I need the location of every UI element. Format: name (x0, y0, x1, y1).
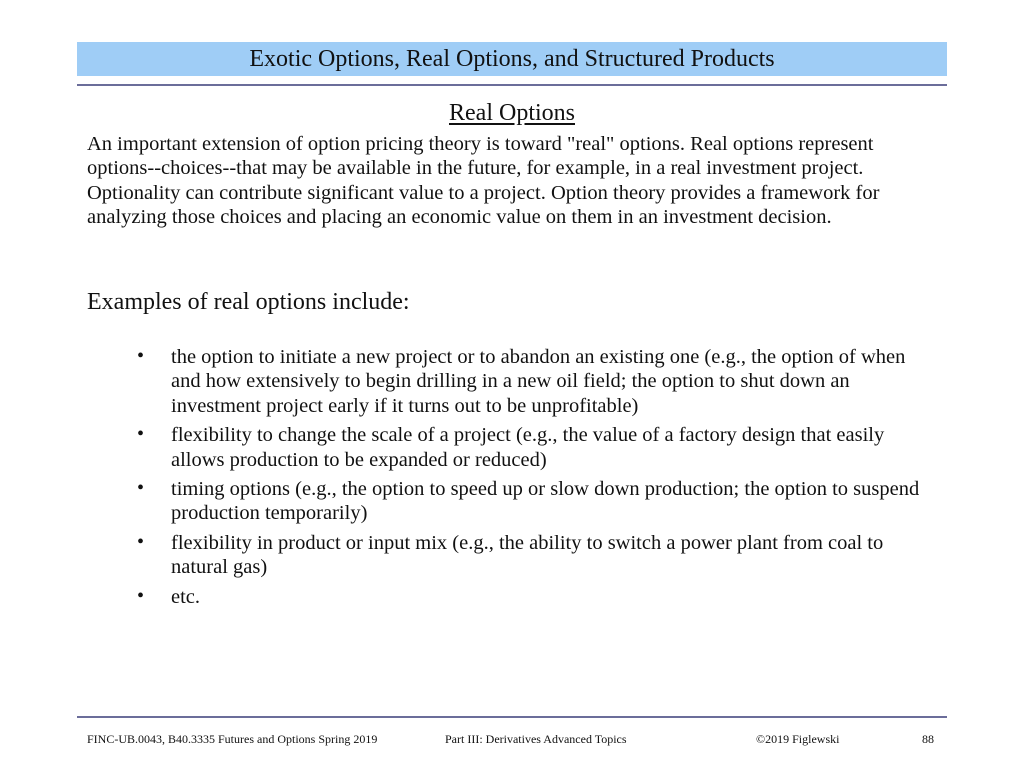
list-item (130, 531, 940, 580)
footer-part: Part III: Derivatives Advanced Topics (445, 732, 627, 746)
list-item-text: the option to initiate a new project or to abandon an existing one (e.g., the option of when and how extensively to begin drilling in a new oil field; the option to shut down an investment project early if it turns out to be unprofitable) (171, 346, 906, 417)
header-divider (77, 84, 947, 86)
page-number: 88 (922, 732, 934, 746)
slide-title-bar (77, 42, 947, 76)
footer-copyright: ©2019 Figlewski (756, 732, 840, 746)
list-item (130, 477, 940, 526)
list-item-text: flexibility in product or input mix (e.g., the ability to switch a power plant from coal to natural gas) (171, 531, 884, 579)
list-item-text: timing options (e.g., the option to speed up or slow down production; the option to suspend production temporarily) (171, 478, 920, 525)
examples-list (130, 345, 940, 614)
list-item (130, 585, 940, 609)
list-item-text: etc. (171, 585, 201, 608)
bullet-icon: • (137, 423, 145, 446)
list-item-text: flexibility to change the scale of a project (e.g., the value of a factory design that easily allows production to be expanded or reduced) (171, 424, 885, 471)
list-item (130, 423, 940, 472)
examples-heading: Examples of real options include: (87, 289, 410, 315)
section-title: Real Options (449, 100, 575, 126)
bullet-icon: • (137, 530, 145, 553)
footer-course: FINC-UB.0043, B40.3335 Futures and Options Spring 2019 (87, 732, 378, 746)
bullet-icon: • (137, 584, 145, 607)
footer-divider (77, 716, 947, 718)
slide-title: Exotic Options, Real Options, and Structured Products (249, 46, 775, 72)
bullet-icon: • (137, 345, 145, 367)
bullet-icon: • (137, 477, 145, 500)
intro-paragraph: An important extension of option pricing theory is toward "real" options. Real options represent options--choices--that may be available in the future, for example, in a real investment project. Optionality can contribute significant value to a project. Option theory provides a framework for analyzing those choices and placing an economic value on them in an investment decision. (87, 133, 880, 229)
list-item (130, 345, 940, 418)
